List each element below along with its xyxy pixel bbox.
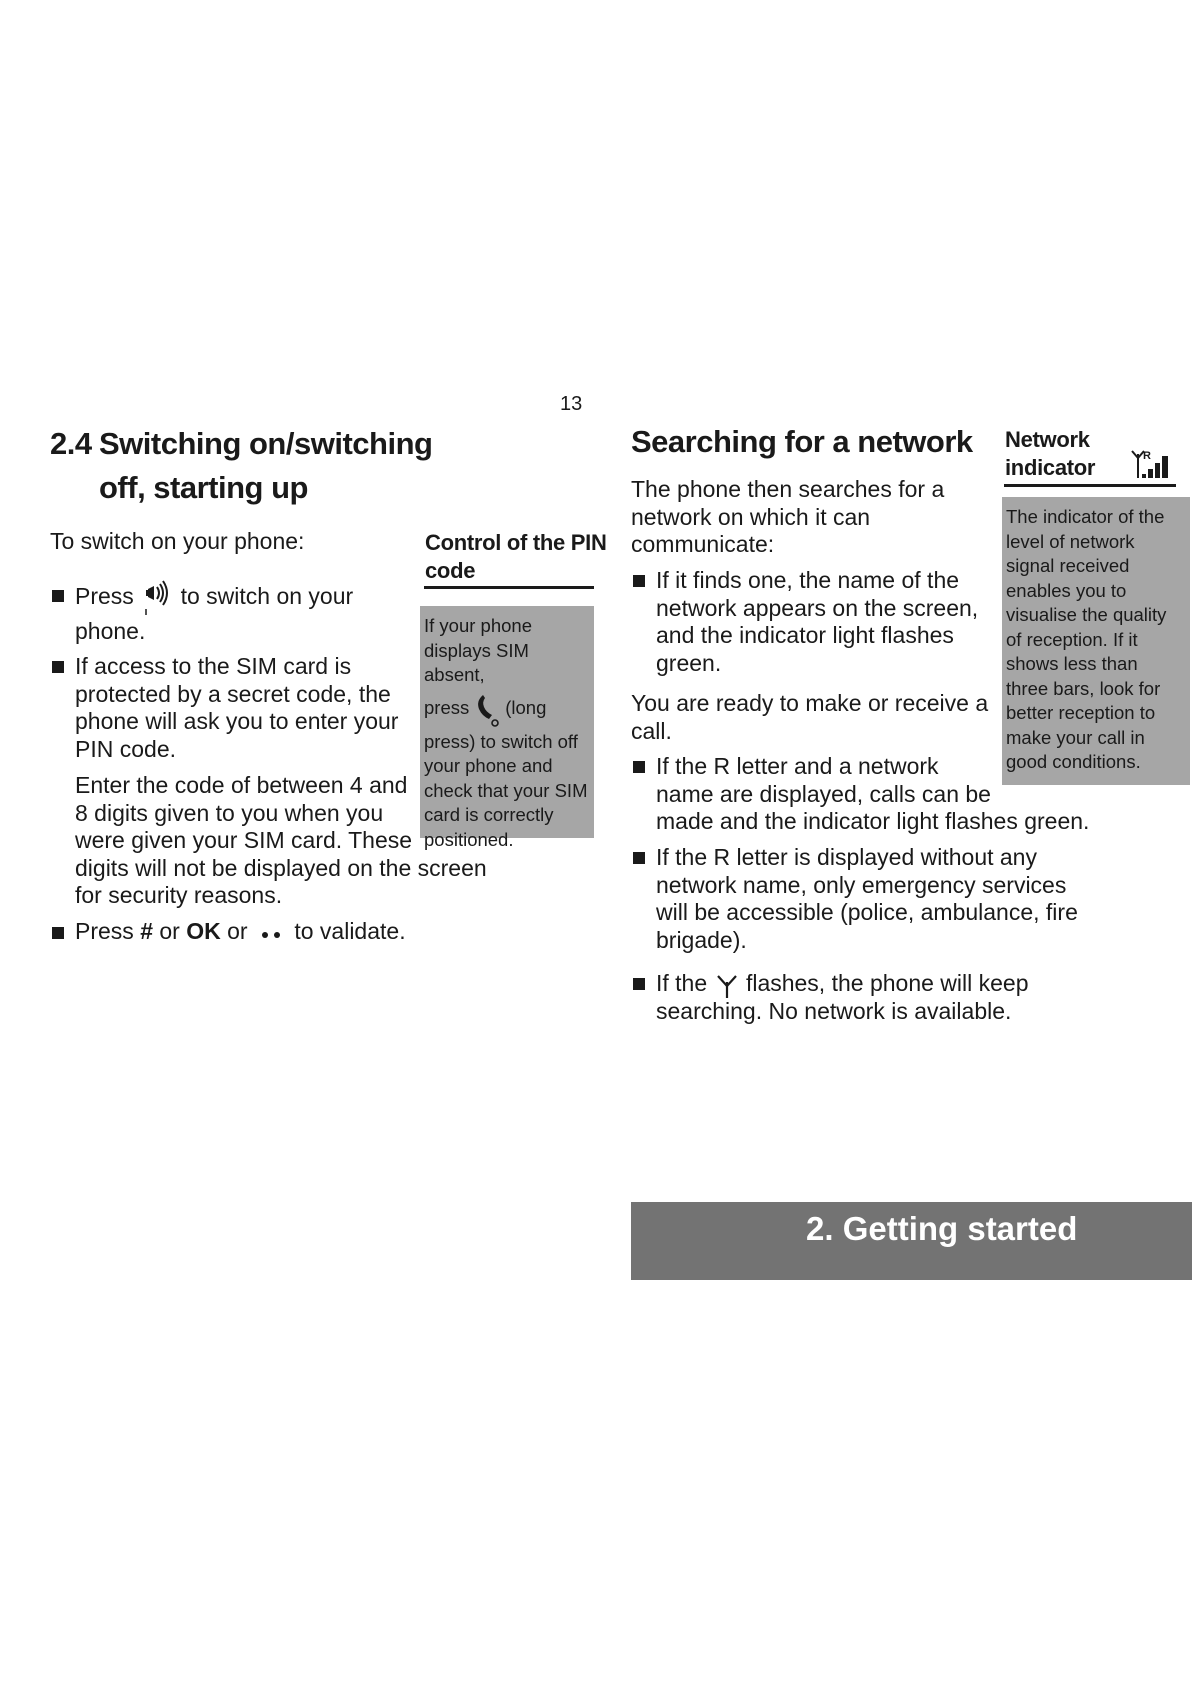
text-fragment: flashes, the phone will keep (745, 970, 1029, 996)
or-text: or (227, 918, 248, 944)
press-label: Press (75, 918, 134, 944)
text-line: signal received (1006, 555, 1130, 576)
bullet (633, 978, 645, 990)
text-line: your phone and (424, 755, 553, 776)
svg-text:R: R (1143, 450, 1151, 462)
bullet (52, 590, 64, 602)
heading-line: Network (1005, 427, 1090, 452)
text-fragment: (long (505, 697, 547, 719)
text-line: of reception. If it (1006, 628, 1138, 650)
text-line: phone will ask you to enter your (75, 708, 399, 734)
network-sidebar-box (1002, 497, 1190, 785)
power-key-icon (140, 575, 174, 609)
chapter-banner (631, 1202, 1192, 1280)
pin-sidebar-heading (425, 529, 607, 585)
text-line: three bars, look for (1006, 677, 1161, 699)
validate-text: to validate. (294, 918, 406, 944)
text-line: made and the indicator light flashes green. (656, 808, 1090, 834)
section-title: Switching on/switching off, starting up (99, 426, 433, 505)
text-line: The phone then searches for a (631, 476, 945, 502)
page-number: 13 (560, 393, 583, 415)
hash-key-label: # (140, 918, 153, 944)
text-line: level of network (1006, 530, 1135, 552)
heading-line: code (425, 558, 476, 583)
text-line: were given your SIM card. These (75, 827, 413, 853)
bullet (52, 927, 64, 939)
text-line: digits will not be displayed on the screen (75, 854, 487, 881)
text-line: network on which it can (631, 503, 871, 530)
pin-sidebar-box (420, 606, 594, 850)
text-line: call. (631, 717, 672, 744)
text-line: positioned. (424, 828, 514, 850)
text-line: good conditions. (1006, 751, 1141, 772)
text-line: card is correctly (424, 804, 554, 825)
network-sidebar-heading (1005, 426, 1095, 482)
text-line: better reception to (1006, 702, 1156, 723)
heading-line: Control of the PIN (425, 530, 607, 555)
list-item-emergency-only (656, 844, 1078, 954)
navigation-dots-icon (254, 923, 288, 943)
or-text: or (159, 918, 180, 944)
network-section-title: Searching for a network (631, 424, 973, 459)
press-label: press (424, 697, 470, 719)
text-line: protected by a secret code, the (75, 680, 391, 707)
heading-line: indicator (1005, 455, 1096, 480)
text-line: You are ready to make or receive a (631, 690, 989, 716)
list-item-sim-code (75, 653, 398, 763)
bullet (633, 761, 645, 773)
ready-paragraph (631, 690, 988, 745)
text-line: check that your SIM (424, 779, 588, 801)
sidebar-rule (1004, 484, 1176, 487)
text-line: press) to switch off (424, 730, 578, 752)
text-line: 8 digits given to you when you (75, 799, 384, 826)
text-line: network appears on the screen, (656, 594, 979, 621)
sidebar-rule (424, 586, 594, 589)
list-item-validate (75, 918, 406, 946)
text-line: for security reasons. (75, 882, 283, 908)
intro-text: To switch on your phone: (50, 528, 305, 554)
text-line: brigade). (656, 926, 747, 953)
text-line: name are displayed, calls can be (656, 780, 991, 807)
text-line: displays SIM absent, (424, 639, 529, 685)
text-line: shows less than (1006, 653, 1138, 674)
section-number: 2.4 (50, 426, 92, 461)
network-intro (631, 476, 944, 559)
text-line: network name, only emergency services (656, 871, 1067, 898)
text-line: and the indicator light flashes (656, 622, 954, 648)
text-line: will be accessible (police, ambulance, fire (656, 899, 1078, 925)
bullet (52, 661, 64, 673)
power-on-text-cont: phone. (75, 618, 146, 644)
text-line: searching. No network is available. (656, 997, 1012, 1024)
text-fragment: If the (656, 970, 708, 996)
end-call-key-icon (471, 689, 503, 729)
text-line: If access to the SIM card is (75, 653, 352, 679)
press-line (424, 688, 590, 730)
antenna-icon (714, 972, 740, 998)
press-label: Press (75, 583, 134, 610)
text-line: green. (656, 649, 722, 676)
list-item-power-on (75, 581, 353, 615)
text-line: If the R letter is displayed without any (656, 844, 1037, 870)
text-line: If it finds one, the name of the (656, 567, 960, 593)
chapter-title: 2. Getting started (806, 1210, 1078, 1247)
bullet (633, 575, 645, 587)
bullet (633, 852, 645, 864)
text-line: PIN code. (75, 735, 176, 762)
text-line: If your phone (424, 615, 532, 636)
text-line: If the R letter and a network (656, 753, 939, 779)
list-item-network-found (656, 567, 978, 677)
text-line: The indicator of the (1006, 506, 1165, 527)
text-line: enables you to (1006, 579, 1127, 601)
list-item-searching (656, 970, 1029, 1025)
text-line: Enter the code of between 4 and (75, 772, 408, 798)
text-line: visualise the quality (1006, 604, 1167, 625)
power-on-text: to switch on your (180, 583, 354, 610)
text-line: make your call in (1006, 726, 1145, 748)
signal-bars-icon (1130, 448, 1176, 482)
text-line: communicate: (631, 531, 775, 557)
ok-key-label: OK (186, 918, 221, 944)
text-line (656, 970, 1029, 998)
